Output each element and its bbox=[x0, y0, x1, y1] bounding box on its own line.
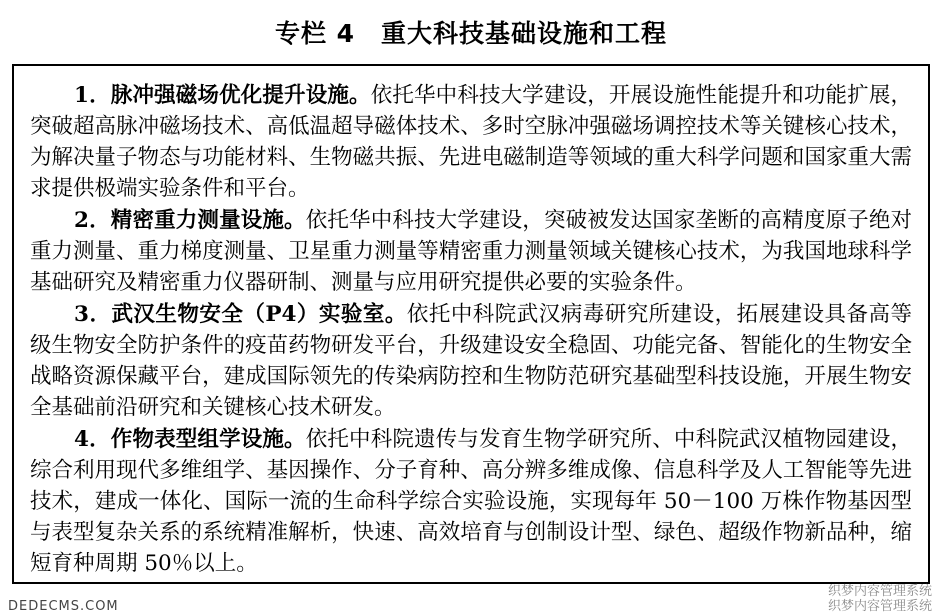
item-body: 依托华中科技大学建设，突破被发达国家垄断的高精度原子绝对重力测量、重力梯度测量、卫星重力测量等精密重力测量领域关键核心技术，为我国地球科学基础研究及精密重力仪器研制、测量与应用研究提供必要的实验条件。 bbox=[30, 208, 912, 295]
item-heading: 武汉生物安全（P4）实验室。 bbox=[111, 302, 407, 327]
watermark bbox=[828, 584, 932, 614]
item-heading: 作物表型组学设施。 bbox=[110, 427, 306, 452]
item-body: 依托中科院武汉病毒研究所建设，拓展建设具备高等级生物安全防护条件的疫苗药物研发平台，升级建设安全稳固、功能完备、智能化的生物安全战略资源保藏平台，建成国际领先的传染病防控和生物防范研究基础型科技设施，开展生物安全基础前沿研究和关键核心技术研发。 bbox=[30, 302, 912, 420]
item-heading: 脉冲强磁场优化提升设施。 bbox=[110, 83, 371, 108]
item-number: 4． bbox=[74, 427, 111, 452]
item-heading: 精密重力测量设施。 bbox=[110, 208, 306, 233]
watermark-line-top: 织梦内容管理系统 bbox=[827, 584, 932, 599]
list-item bbox=[30, 424, 912, 579]
footer-site-label: DEDECMS.COM bbox=[8, 599, 119, 614]
page-title: 专栏 4 重大科技基础设施和工程 bbox=[274, 19, 668, 48]
item-body: 依托华中科技大学建设，开展设施性能提升和功能扩展，突破超高脉冲磁场技术、高低温超导磁体技术、多时空脉冲强磁场调控技术等关键核心技术，为解决量子物态与功能材料、生物磁共振、先进电磁制造等领域的重大科学问题和国家重大需求提供极端实验条件和平台。 bbox=[30, 83, 912, 201]
item-number: 1． bbox=[74, 83, 111, 108]
item-number: 3． bbox=[74, 302, 112, 327]
item-body: 依托中科院遗传与发育生物学研究所、中科院武汉植物园建设，综合利用现代多维组学、基因操作、分子育种、高分辨多维成像、信息科学及人工智能等先进技术，建成一体化、国际一流的生命科学综合实验设施，实现每年 50－100 万株作物基因型与表型复杂关系的系统精准解析，快速、高效培育与创制设计型、绿色、超级作物新品种，缩短育种周期 50％以上。 bbox=[30, 427, 912, 576]
content-box bbox=[12, 64, 930, 584]
watermark-line-bottom: 织梦内容管理系统 bbox=[827, 599, 932, 614]
list-item bbox=[30, 299, 912, 423]
item-number: 2． bbox=[74, 208, 111, 233]
list-item bbox=[30, 80, 912, 204]
list-item bbox=[30, 205, 912, 298]
